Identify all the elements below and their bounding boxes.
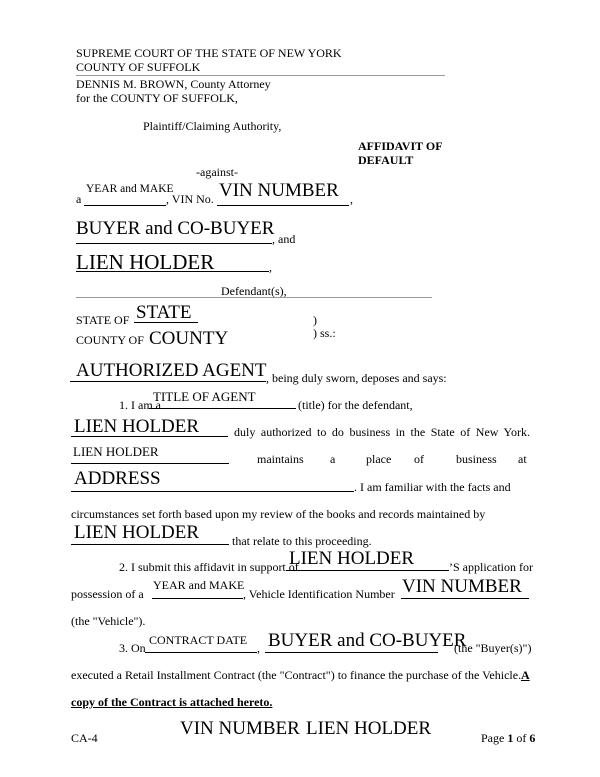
p1-familiar-text: . I am familiar with the facts and	[354, 480, 511, 494]
defendants-label: Defendant(s),	[221, 284, 287, 298]
p2-possession-text: possession of a	[71, 587, 144, 601]
caption-rule	[76, 297, 432, 298]
p1-lien-blank3	[71, 544, 229, 545]
p3-buyer-blank	[265, 652, 438, 653]
contract-date-blank	[145, 652, 257, 653]
p2-year-make-field[interactable]: YEAR and MAKE	[153, 578, 245, 592]
header-rule	[76, 75, 445, 76]
p1-business: business	[456, 452, 497, 466]
agent-field[interactable]: AUTHORIZED AGENT	[76, 360, 267, 381]
p3-buyer-field[interactable]: BUYER and CO-BUYER	[268, 630, 467, 651]
and-label: , and	[272, 232, 296, 246]
form-id: CA-4	[71, 731, 98, 745]
p1-at: at	[518, 452, 527, 466]
lien-holder-field[interactable]: LIEN HOLDER	[76, 250, 215, 274]
page-indicator	[481, 731, 535, 746]
year-make-field[interactable]: YEAR and MAKE	[86, 183, 174, 195]
against-label: -against-	[196, 165, 238, 179]
total-pages: 6	[529, 731, 536, 745]
p2-lien-field[interactable]: LIEN HOLDER	[289, 548, 415, 569]
p1-relate-text: that relate to this proceeding.	[232, 534, 372, 548]
p1-a: a	[330, 452, 336, 466]
court-county: COUNTY OF SUFFOLK	[76, 60, 201, 74]
year-make-blank	[84, 205, 166, 206]
vin-blank	[217, 205, 349, 206]
a-prefix: a	[76, 192, 82, 206]
p2-year-make-blank	[152, 598, 243, 599]
address-field[interactable]: ADDRESS	[74, 468, 161, 489]
buyer-field[interactable]: BUYER and CO-BUYER	[76, 218, 275, 239]
county-field[interactable]: COUNTY	[149, 328, 229, 349]
document-title-line1: AFFIDAVIT OF	[358, 139, 443, 153]
ss-label: ) ss.:	[313, 326, 336, 340]
p2-vin-blank	[401, 598, 529, 599]
vin-label: , VIN No.	[166, 192, 214, 206]
title-agent-blank	[149, 408, 296, 409]
attorney-for: for the COUNTY OF SUFFOLK,	[76, 91, 238, 105]
p1-lien-field[interactable]: LIEN HOLDER	[74, 416, 200, 437]
p1-lien-field2[interactable]: LIEN HOLDER	[73, 444, 159, 459]
page-label: Page	[481, 731, 505, 745]
plaintiff-label: Plaintiff/Claiming Authority,	[143, 119, 282, 133]
p1-maintains: maintains	[257, 452, 304, 466]
agent-blank	[70, 381, 266, 382]
sworn-text: , being duly sworn, deposes and says:	[266, 371, 447, 385]
p3-copy-text: copy of the Contract is attached hereto.	[71, 695, 273, 709]
p1-lien-blank2	[71, 463, 229, 464]
vin-field[interactable]: VIN NUMBER	[219, 180, 339, 201]
p2-start: 2. I submit this affidavit in support of	[119, 560, 299, 574]
p2-vin-field[interactable]: VIN NUMBER	[402, 576, 522, 597]
p2-lien-blank	[286, 570, 449, 571]
p1-lien-field3[interactable]: LIEN HOLDER	[74, 522, 200, 543]
p2-vehicle-text: (the "Vehicle").	[71, 614, 146, 628]
p3-comma: ,	[257, 641, 260, 655]
p3-start: 3. On	[119, 641, 146, 655]
state-field[interactable]: STATE	[136, 302, 192, 323]
contract-date-field[interactable]: CONTRACT DATE	[149, 633, 248, 647]
address-blank	[71, 491, 354, 492]
document-title-line2: DEFAULT	[358, 153, 414, 167]
p2-application-text: ’S application for	[449, 560, 533, 574]
vin-comma: ,	[350, 192, 353, 206]
venue-paren: )	[313, 313, 317, 327]
footer-vin-field[interactable]: VIN NUMBER	[180, 718, 300, 739]
p1-authorized-text: duly authorized to do business in the State of New York.	[234, 425, 530, 439]
court-name: SUPREME COURT OF THE STATE OF NEW YORK	[76, 46, 342, 60]
lien-holder-comma: ,	[269, 260, 272, 274]
p1-title-text: (title) for the defendant,	[298, 398, 413, 412]
page-number: 1	[507, 731, 514, 745]
p1-circumstances-text: circumstances set forth based upon my review of the books and records maintained by	[71, 507, 486, 521]
state-label: STATE OF	[76, 313, 130, 327]
p3-copy-a: A	[521, 668, 530, 682]
of-label: of	[516, 731, 527, 745]
p1-place: place	[366, 452, 392, 466]
county-label: COUNTY OF	[76, 333, 144, 347]
footer-lien-field[interactable]: LIEN HOLDER	[306, 718, 432, 739]
title-agent-field[interactable]: TITLE OF AGENT	[153, 389, 256, 404]
p3-executed-text: executed a Retail Installment Contract (the "Contract") to finance the purchase of the Vehicle.	[71, 668, 522, 682]
p1-start: 1. I am a	[119, 398, 161, 412]
buyer-blank	[76, 243, 272, 244]
attorney-name: DENNIS M. BROWN, County Attorney	[76, 77, 271, 91]
p2-vin-label: , Vehicle Identification Number	[243, 587, 395, 601]
p3-buyers-text: (the "Buyer(s)")	[454, 641, 532, 655]
p1-of: of	[414, 452, 424, 466]
